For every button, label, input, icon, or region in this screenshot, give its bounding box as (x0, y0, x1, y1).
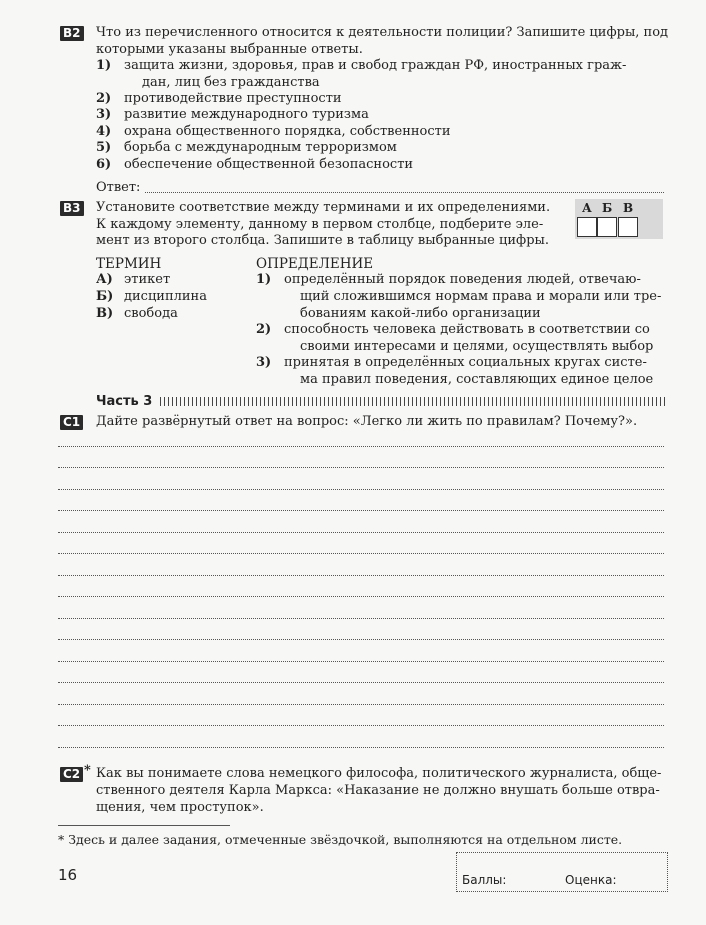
task-badge-b2: B2 (60, 26, 84, 41)
b2-option-num: 5) (96, 140, 112, 155)
b2-answer-line[interactable] (145, 192, 664, 193)
c1-question: Дайте развёрнутый ответ на вопрос: «Легко ли жить по правилам? Почему?». (96, 414, 638, 429)
answer-line[interactable] (58, 639, 664, 640)
b2-option-num: 1) (96, 58, 112, 73)
b3-instruction-line: К каждому элементу, данному в первом столбце, подберите эле- (96, 217, 544, 232)
b3-definition-num: 2) (256, 322, 272, 337)
b3-answer-cell-v[interactable] (618, 217, 638, 237)
c2-question-line: Как вы понимаете слова немецкого философа, политического журналиста, обще- (96, 766, 662, 781)
b2-option-text: обеспечение общественной безопасности (124, 157, 414, 172)
c2-question-line: щения, чем проступок». (96, 800, 264, 815)
b3-definition-line: определённый порядок поведения людей, отвечаю- (284, 272, 641, 287)
points-label: Баллы: (462, 873, 507, 887)
b3-answer-header-b: Б (602, 201, 613, 215)
answer-line[interactable] (58, 510, 664, 511)
answer-line[interactable] (58, 467, 664, 468)
c2-star: * (84, 763, 91, 778)
b2-option-num: 3) (96, 107, 112, 122)
answer-line[interactable] (58, 725, 664, 726)
b3-answer-header-v: В (623, 201, 634, 215)
b2-option-text: противодействие преступности (124, 91, 342, 106)
b2-option-text-cont: дан, лиц без гражданства (142, 75, 320, 90)
answer-line[interactable] (58, 747, 664, 748)
b3-answer-table (575, 199, 663, 239)
b3-answer-header-a: А (582, 201, 592, 215)
b3-definition-num: 1) (256, 272, 272, 287)
answer-line[interactable] (58, 682, 664, 683)
answer-line[interactable] (58, 704, 664, 705)
b3-term-letter: В) (96, 306, 114, 321)
answer-line[interactable] (58, 489, 664, 490)
answer-line[interactable] (58, 618, 664, 619)
page-number: 16 (58, 866, 78, 884)
b3-instruction-line: Установите соответствие между терминами и их определениями. (96, 200, 551, 215)
b3-term-text: свобода (124, 306, 178, 321)
b3-instruction-line: мент из второго столбца. Запишите в таблицу выбранные цифры. (96, 233, 549, 248)
c2-question-line: ственного деятеля Карла Маркса: «Наказание не должно внушать больше отвра- (96, 783, 660, 798)
part3-divider (160, 397, 665, 406)
b2-question-line1: Что из перечисленного относится к деятельности полиции? Запишите цифры, под (96, 25, 669, 40)
b2-option-text: охрана общественного порядка, собственности (124, 124, 451, 139)
b2-option-text: борьба с международным терроризмом (124, 140, 397, 155)
task-badge-c2: C2 (60, 767, 83, 782)
b3-definition-line: способность человека действовать в соответствии со (284, 322, 650, 337)
b3-definition-num: 3) (256, 355, 272, 370)
score-box (456, 852, 668, 892)
b3-definition-line: ма правил поведения, составляющих единое целое (300, 372, 654, 387)
b3-definition-line: своими интересами и целями, осуществлять выбор (300, 339, 654, 354)
b3-answer-cell-b[interactable] (597, 217, 617, 237)
answer-line[interactable] (58, 575, 664, 576)
b3-term-text: этикет (124, 272, 171, 287)
b3-term-text: дисциплина (124, 289, 207, 304)
task-badge-c1: C1 (60, 415, 83, 430)
b3-term-header: ТЕРМИН (96, 256, 162, 272)
b2-answer-label: Ответ: (96, 180, 141, 195)
answer-line[interactable] (58, 661, 664, 662)
b3-definition-line: принятая в определённых социальных кругах систе- (284, 355, 647, 370)
answer-line[interactable] (58, 446, 664, 447)
answer-line[interactable] (58, 532, 664, 533)
b2-question-line2: которыми указаны выбранные ответы. (96, 42, 363, 57)
footnote: * Здесь и далее задания, отмеченные звёздочкой, выполняются на отдельном листе. (58, 832, 623, 847)
b2-option-text: развитие международного туризма (124, 107, 369, 122)
answer-line[interactable] (58, 553, 664, 554)
part3-title: Часть 3 (96, 394, 153, 409)
b3-definition-header: ОПРЕДЕЛЕНИЕ (256, 256, 374, 272)
b2-option-text: защита жизни, здоровья, прав и свобод граждан РФ, иностранных граж- (124, 58, 627, 73)
b3-definition-line: щий сложившимся нормам права и морали или тре- (300, 289, 662, 304)
task-badge-b3: B3 (60, 201, 84, 216)
b3-definition-line: бованиям какой-либо организации (300, 306, 541, 321)
footnote-rule (58, 825, 230, 826)
answer-line[interactable] (58, 596, 664, 597)
grade-label: Оценка: (565, 873, 617, 887)
b3-term-letter: Б) (96, 289, 114, 304)
b2-option-num: 4) (96, 124, 112, 139)
b2-option-num: 2) (96, 91, 112, 106)
b3-answer-cell-a[interactable] (577, 217, 597, 237)
b2-option-num: 6) (96, 157, 112, 172)
b3-term-letter: А) (96, 272, 113, 287)
